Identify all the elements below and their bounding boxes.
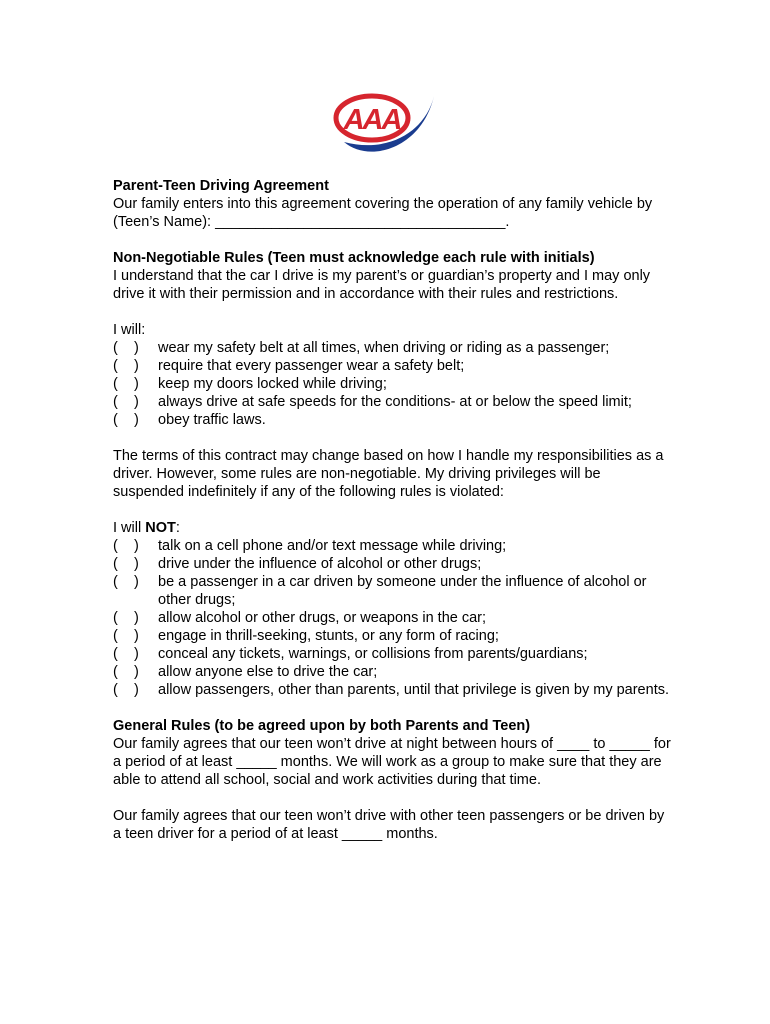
will-not-emphasis: NOT bbox=[145, 520, 176, 536]
document-title: Parent-Teen Driving Agreement bbox=[113, 178, 329, 194]
initials-box[interactable]: ( ) bbox=[113, 376, 139, 392]
initials-box[interactable]: ( ) bbox=[113, 682, 139, 698]
will-label: I will: bbox=[113, 322, 146, 338]
will-not-item bbox=[113, 555, 673, 573]
rule-text: wear my safety belt at all times, when driving or riding as a passenger; bbox=[158, 340, 610, 356]
rule-text: conceal any tickets, warnings, or collisions from parents/guardians; bbox=[158, 646, 588, 662]
initials-box[interactable]: ( ) bbox=[113, 610, 139, 626]
will-not-label bbox=[113, 519, 673, 537]
will-not-item bbox=[113, 681, 673, 699]
terms-paragraph: The terms of this contract may change based on how I handle my responsibilities as a driver. However, some rules are non-negotiable. My driving privileges will be suspended indefinitely if any of the following rules is violated: bbox=[113, 448, 664, 500]
aaa-logo-graphic bbox=[330, 88, 438, 160]
rule-text: obey traffic laws. bbox=[158, 412, 266, 428]
rule-text: allow passengers, other than parents, until that privilege is given by my parents. bbox=[158, 682, 669, 698]
will-not-list bbox=[113, 537, 673, 699]
logo-text: AAA bbox=[343, 104, 401, 136]
initials-box[interactable]: ( ) bbox=[113, 574, 139, 590]
initials-box[interactable]: ( ) bbox=[113, 394, 139, 410]
will-not-suffix: : bbox=[175, 520, 180, 536]
rule-text: allow anyone else to drive the car; bbox=[158, 664, 378, 680]
will-not-item bbox=[113, 573, 673, 609]
rule-text: engage in thrill-seeking, stunts, or any form of racing; bbox=[158, 628, 499, 644]
initials-box[interactable]: ( ) bbox=[113, 538, 139, 554]
initials-box[interactable]: ( ) bbox=[113, 358, 139, 374]
rule-text: drive under the influence of alcohol or other drugs; bbox=[158, 556, 482, 572]
agreement-document bbox=[113, 177, 673, 843]
will-not-item bbox=[113, 609, 673, 627]
aaa-logo bbox=[330, 88, 438, 160]
rule-text: always drive at safe speeds for the conditions- at or below the speed limit; bbox=[158, 394, 632, 410]
will-item bbox=[113, 375, 673, 393]
initials-box[interactable]: ( ) bbox=[113, 412, 139, 428]
rule-text: require that every passenger wear a safety belt; bbox=[158, 358, 465, 374]
property-paragraph: I understand that the car I drive is my parent’s or guardian’s property and I may only drive it with their permission and in accordance with their rules and restrictions. bbox=[113, 268, 651, 302]
intro-paragraph: Our family enters into this agreement covering the operation of any family vehicle by (Teen’s Name): ____________________________________. bbox=[113, 196, 653, 230]
will-not-prefix: I will bbox=[113, 520, 146, 536]
will-item bbox=[113, 411, 673, 429]
initials-box[interactable]: ( ) bbox=[113, 646, 139, 662]
will-item bbox=[113, 357, 673, 375]
will-item bbox=[113, 393, 673, 411]
non-negotiable-heading: Non-Negotiable Rules (Teen must acknowledge each rule with initials) bbox=[113, 250, 595, 266]
will-not-item bbox=[113, 537, 673, 555]
general-rules-heading: General Rules (to be agreed upon by both Parents and Teen) bbox=[113, 718, 531, 734]
initials-box[interactable]: ( ) bbox=[113, 664, 139, 680]
rule-text: allow alcohol or other drugs, or weapons in the car; bbox=[158, 610, 487, 626]
initials-box[interactable]: ( ) bbox=[113, 628, 139, 644]
rule-text: keep my doors locked while driving; bbox=[158, 376, 387, 392]
will-item bbox=[113, 339, 673, 357]
rule-text: talk on a cell phone and/or text message while driving; bbox=[158, 538, 507, 554]
initials-box[interactable]: ( ) bbox=[113, 556, 139, 572]
night-driving-paragraph: Our family agrees that our teen won’t drive at night between hours of ____ to _____ for a period of at least _____ months. We will work as a group to make sure that they are able to attend all school, social and work activities during that time. bbox=[113, 736, 671, 788]
rule-text: be a passenger in a car driven by someone under the influence of alcohol or other drugs; bbox=[158, 574, 647, 608]
will-list bbox=[113, 339, 673, 429]
will-not-item bbox=[113, 627, 673, 645]
passengers-paragraph: Our family agrees that our teen won’t drive with other teen passengers or be driven by a teen driver for a period of at least _____ months. bbox=[113, 808, 665, 842]
will-not-item bbox=[113, 663, 673, 681]
will-not-item bbox=[113, 645, 673, 663]
initials-box[interactable]: ( ) bbox=[113, 340, 139, 356]
